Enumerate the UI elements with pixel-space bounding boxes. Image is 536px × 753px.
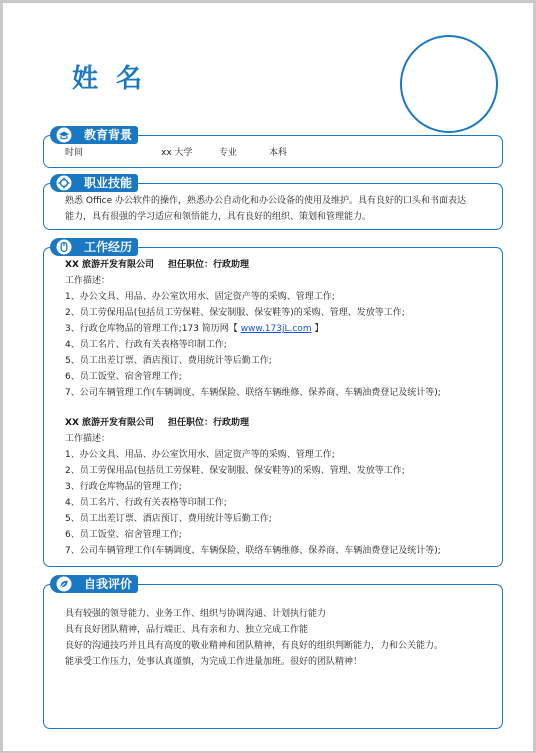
job-desc-label: 工作描述： — [65, 276, 111, 286]
education-title: 教育背景 — [84, 128, 133, 142]
job-item: 3、行政仓库物品的管理工作; — [65, 482, 182, 492]
education-time: 时间 — [65, 148, 84, 158]
job-item: 3、行政仓库物品的管理工作;173 简历网【 — [65, 324, 238, 334]
self-eval-header — [50, 575, 138, 593]
job-item: 4、员工名片、行政有关表格等印制工作; — [65, 340, 227, 350]
skills-text — [65, 193, 466, 225]
education-school: xx 大学 — [161, 148, 193, 158]
graduation-cap-icon — [56, 127, 72, 143]
mouse-icon — [56, 239, 72, 255]
job-2 — [65, 415, 441, 559]
link-bracket: 】 — [314, 324, 324, 334]
crosshair-icon — [56, 175, 72, 191]
job-item: 1、办公文具、用品、办公室饮用水、固定资产等的采购、管理工作; — [65, 450, 335, 460]
skills-line: 熟悉 Office 办公软件的操作，熟悉办公自动化和办公设备的使用及维护。具有良好的口头和书面表达 — [65, 196, 466, 206]
self-eval-line: 能承受工作压力，处事认真谨慎，为完成工作进量加班。很好的团队精神！ — [65, 657, 363, 667]
job-desc-label: 工作描述： — [65, 434, 111, 444]
education-header — [50, 126, 138, 144]
job-item: 6、员工饭堂、宿舍管理工作; — [65, 372, 182, 382]
job-company: XX 旅游开发有限公司 — [65, 260, 155, 270]
job-item: 6、员工饭堂、宿舍管理工作; — [65, 530, 182, 540]
job-company: XX 旅游开发有限公司 — [65, 418, 155, 428]
education-degree: 本科 — [269, 148, 288, 158]
job-position: 担任职位：行政助理 — [168, 418, 250, 428]
job-item: 4、员工名片、行政有关表格等印制工作; — [65, 498, 227, 508]
job-item: 7、公司车辆管理工作(车辆调度、车辆保险、联络车辆维修、保养商、车辆油费登记及统计等); — [65, 546, 441, 556]
self-eval-text — [65, 606, 443, 670]
self-eval-line: 具有较强的领导能力、业务工作、组织与协调沟通、计划执行能力 — [65, 609, 327, 619]
work-title: 工作经历 — [84, 240, 133, 254]
self-eval-title: 自我评价 — [84, 577, 133, 591]
education-row — [65, 145, 287, 161]
job-item: 5、员工出差订票、酒店预订、费用统计等后勤工作; — [65, 356, 272, 366]
self-eval-line: 具有良好团队精神，品行端正、具有亲和力、独立完成工作能 — [65, 625, 309, 635]
job-1 — [65, 257, 441, 401]
job-heading — [65, 415, 441, 431]
photo-placeholder — [400, 35, 498, 133]
skills-line: 能力，具有很强的学习适应和领悟能力，具有良好的组织、策划和管理能力。 — [65, 212, 372, 222]
website-link[interactable]: www.173jL.com — [240, 324, 312, 334]
leaf-icon — [56, 576, 72, 592]
job-item: 7、公司车辆管理工作(车辆调度、车辆保险、联络车辆维修、保养商、车辆油费登记及统计等); — [65, 388, 441, 398]
job-item: 1、办公文具、用品、办公室饮用水、固定资产等的采购、管理工作; — [65, 292, 335, 302]
job-item: 2、员工劳保用品(包括员工劳保鞋、保安制服、保安鞋等)的采购、管理、发放等工作; — [65, 466, 405, 476]
job-position: 担任职位：行政助理 — [168, 260, 250, 270]
work-header — [50, 238, 138, 256]
self-eval-line: 良好的沟通技巧并且具有高度的敬业精神和团队精神，有良好的组织判断能力，力和公关能力。 — [65, 641, 444, 651]
skills-header — [50, 174, 138, 192]
resume-page — [3, 3, 533, 751]
job-item: 2、员工劳保用品(包括员工劳保鞋、保安制服、保安鞋等)的采购、管理、发放等工作; — [65, 308, 405, 318]
job-heading — [65, 257, 441, 273]
job-item: 5、员工出差订票、酒店预订、费用统计等后勤工作; — [65, 514, 272, 524]
job-item-with-link — [65, 321, 441, 337]
candidate-name: 姓名 — [72, 64, 161, 94]
skills-title: 职业技能 — [84, 176, 133, 190]
education-major: 专业 — [219, 148, 238, 158]
